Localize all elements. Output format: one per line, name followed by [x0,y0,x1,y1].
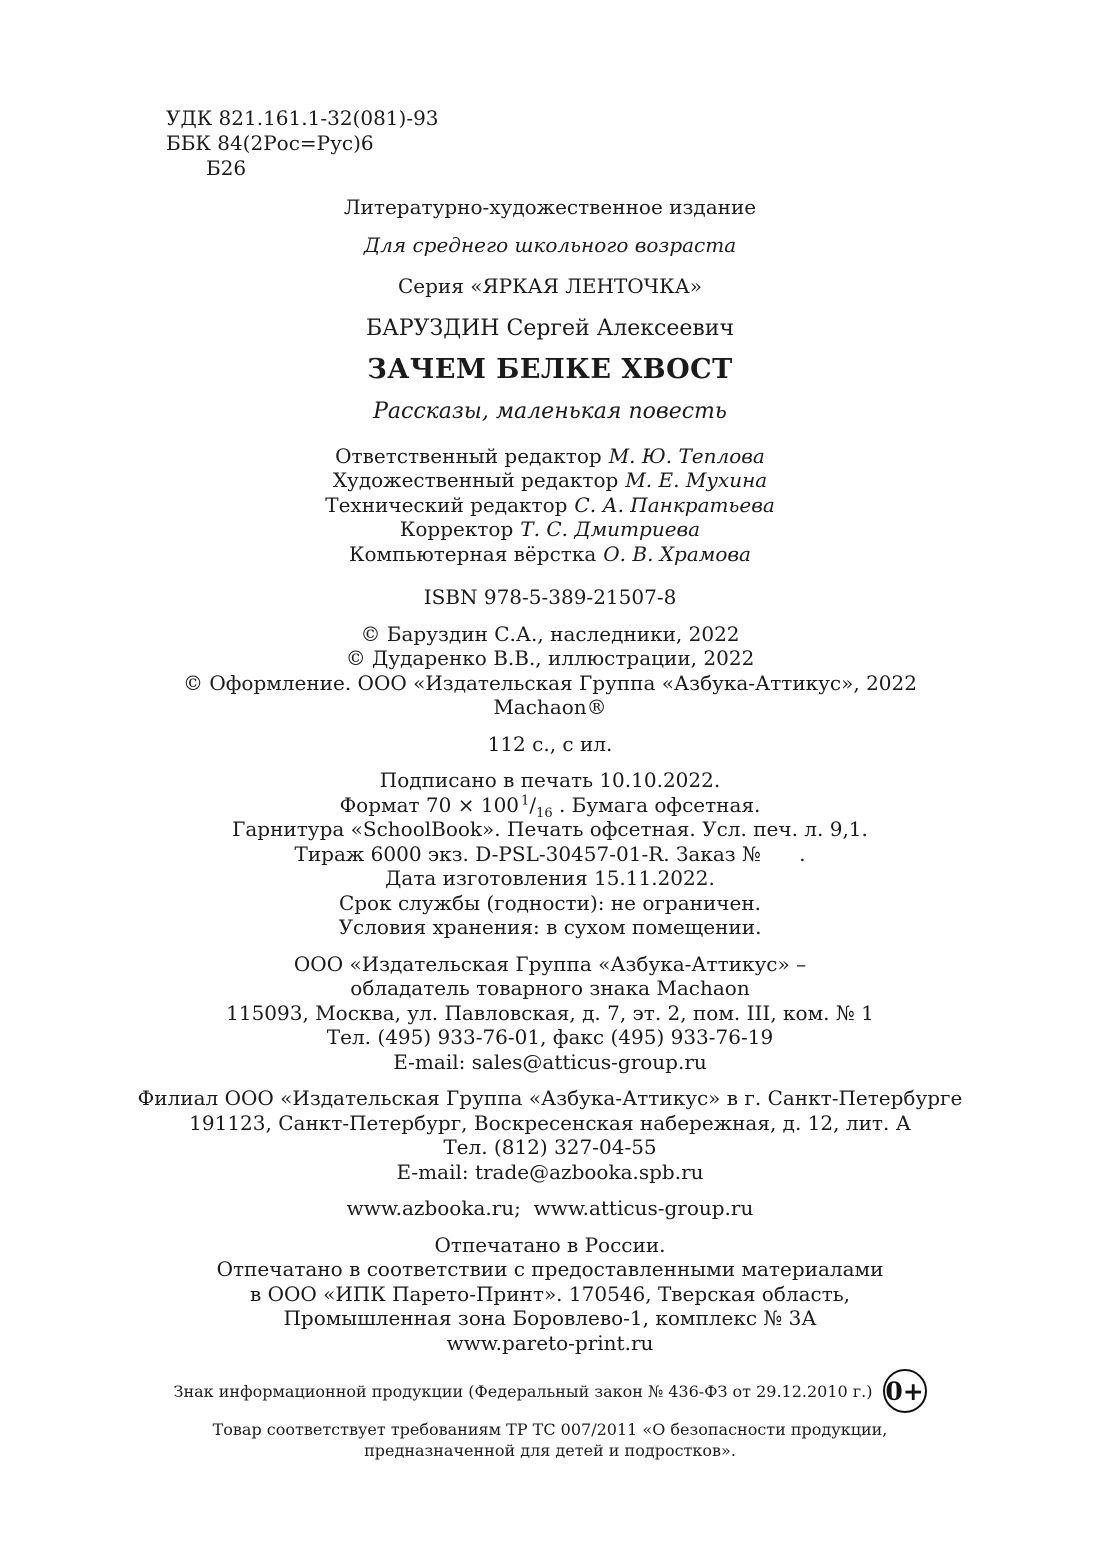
book-author: БАРУЗДИН Сергей Алексеевич [366,315,734,341]
copyright-line: © Оформление. ООО «Издательская Группа «Азбука-Аттикус», 2022 [183,670,917,695]
staff-person: М. Е. Мухина [625,468,768,492]
copyright-line: © Баруздин С.А., наследники, 2022 [360,621,740,646]
publisher-address-line: 115093, Москва, ул. Павловская, д. 7, эт. 2, пом. III, ком. № 1 [226,1000,874,1025]
staff-block [0,444,1100,567]
signed-to-print-line: Подписано в печать 10.10.2022. [379,768,721,792]
printed-in-block [0,1233,1100,1356]
age-rating-badge: 0+ [883,1369,927,1413]
staff-row [0,517,1100,542]
edition-audience: Для среднего школьного возраста [363,232,737,257]
format-fraction-denominator: 16 [536,805,553,821]
printed-materials-line: Отпечатано в соответствии с предоставленными материалами [216,1257,884,1281]
print-run-line: Тираж 6000 экз. D-PSL-30457-01-R. Заказ № . [294,841,806,866]
storage-conditions-line: Условия хранения: в сухом помещении. [338,915,762,939]
compliance-line: предназначенной для детей и подростков». [364,1441,736,1460]
pages-info-line: 112 с., с ил. [487,731,613,756]
publisher-email-line: E-mail: sales@atticus-group.ru [393,1049,707,1074]
print-info-block [0,768,1100,940]
copyright-line: © Дударенко В.В., иллюстрации, 2022 [345,646,755,670]
edition-type: Литературно-художественное издание [343,195,757,219]
printer-address-line: Промышленная зона Боровлево-1, комплекс № 3А [283,1306,817,1330]
branch-address-line: 191123, Санкт-Петербург, Воскресенская набережная, д. 12, лит. А [189,1110,911,1135]
printer-website-line: www.pareto-print.ru [446,1330,654,1355]
format-fraction-numerator: 1 [521,792,530,808]
publisher-block [0,952,1100,1075]
staff-role: Корректор [399,517,514,541]
printed-country-line: Отпечатано в России. [434,1232,666,1257]
staff-person: О. В. Храмова [603,541,751,566]
staff-role: Технический редактор [325,492,568,517]
compliance-line: Товар соответствует требованиям ТР ТС 007/2011 «О безопасности продукции, [212,1420,888,1439]
format-pre: Формат 70 × 100 [339,792,520,817]
book-title: ЗАЧЕМ БЕЛКЕ ХВОСТ [367,353,733,385]
branch-block [0,1086,1100,1184]
copyright-block [0,622,1100,720]
format-fraction-slash: / [529,792,537,817]
typeface-line: Гарнитура «SchoolBook». Печать офсетная. Усл. печ. л. 9,1. [232,817,868,841]
branch-phone-line: Тел. (812) 327-04-55 [443,1135,657,1159]
branch-email-line: E-mail: trade@azbooka.spb.ru [396,1159,704,1184]
staff-role: Художественный редактор [332,468,619,492]
publisher-name-line: ООО «Издательская Группа «Азбука-Аттикус» – [293,951,807,976]
publisher-trademark-line: обладатель товарного знака Machaon [350,976,750,1000]
info-sign-row [0,1369,1100,1413]
author-code-line: Б26 [206,156,247,180]
udk-line: УДК 821.161.1-32(081)-93 [166,106,439,130]
staff-person: М. Ю. Теплова [608,443,765,468]
websites-line: www.azbooka.ru; www.atticus-group.ru [346,1196,754,1220]
staff-person: С. А. Панкратьева [574,492,775,517]
staff-role: Ответственный редактор [335,443,602,468]
edition-series: Серия «ЯРКАЯ ЛЕНТОЧКА» [397,274,702,298]
staff-row [0,542,1100,567]
staff-role: Компьютерная вёрстка [349,541,597,566]
book-subtitle: Рассказы, маленькая повесть [373,398,727,424]
staff-row [0,468,1100,493]
staff-person: Т. С. Дмитриева [520,517,701,541]
format-post: . Бумага офсетная. [552,792,761,817]
printer-name-line: в ООО «ИПК Парето-Принт». 170546, Тверская область, [249,1281,851,1306]
bbk-line: ББК 84(2Рос=Рус)6 [166,131,374,155]
service-life-line: Срок службы (годности): не ограничен. [338,890,762,915]
branch-name-line: Филиал ООО «Издательская Группа «Азбука-Аттикус» в г. Санкт-Петербурге [137,1086,963,1110]
manufacture-date-line: Дата изготовления 15.11.2022. [385,866,715,890]
info-sign-label: Знак информационной продукции (Федеральный закон № 436-ФЗ от 29.12.2010 г.) [173,1381,873,1401]
classification-block [0,106,1100,181]
publisher-phone-line: Тел. (495) 933-76-01, факс (495) 933-76-19 [326,1025,774,1049]
staff-row [0,493,1100,518]
format-line [0,792,1100,821]
staff-row [0,444,1100,469]
isbn-line: ISBN 978-5-389-21507-8 [423,585,677,609]
trademark-line: Machaon® [493,695,607,719]
